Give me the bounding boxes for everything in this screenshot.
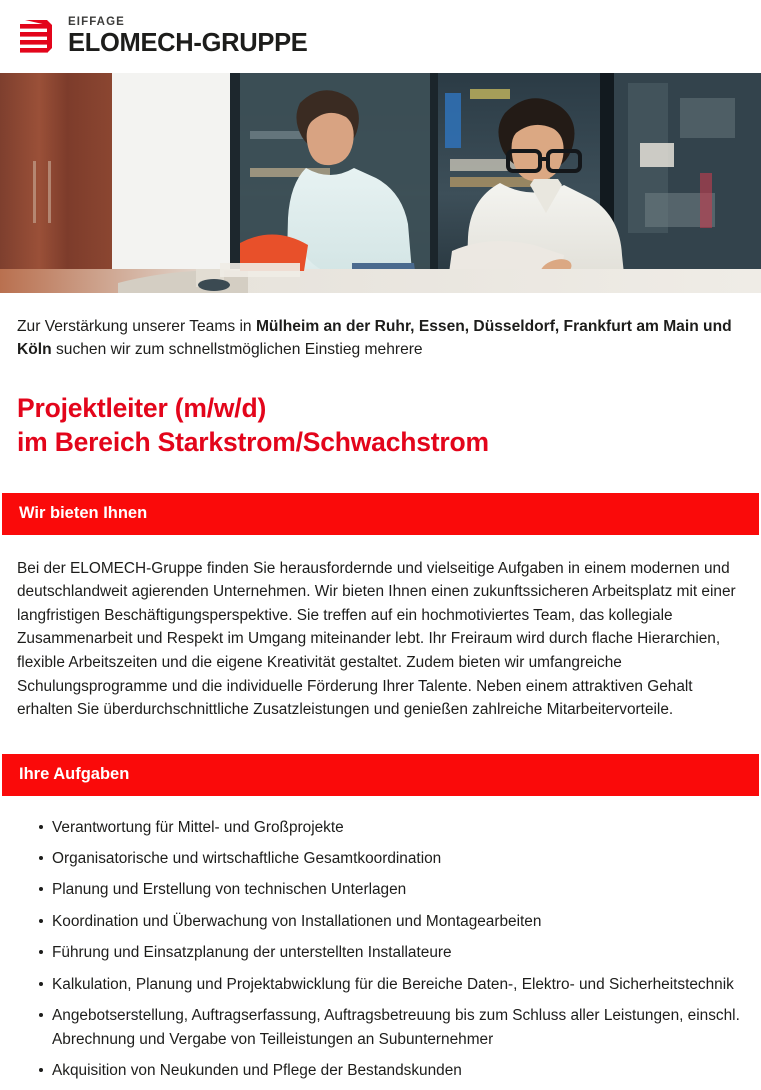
job-title-line1: Projektleiter (m/w/d) (17, 392, 267, 423)
brand-logo[interactable] (17, 17, 307, 57)
intro-paragraph (17, 293, 744, 362)
intro-text-part2: suchen wir zum schnellstmöglichen Einstieg mehrere (51, 340, 423, 358)
list-item: Kalkulation, Planung und Projektabwicklung für die Bereiche Daten-, Elektro- und Sicherheitstechnik (39, 973, 744, 996)
list-item: Planung und Erstellung von technischen Unterlagen (39, 878, 744, 901)
job-title-line2: im Bereich Starkstrom/Schwachstrom (17, 427, 489, 458)
list-item: Akquisition von Neukunden und Pflege der Bestandskunden (39, 1059, 744, 1082)
eiffage-logo-icon (17, 17, 55, 57)
section-tasks (0, 754, 761, 1083)
list-item: Koordination und Überwachung von Installationen und Montagearbeiten (39, 910, 744, 933)
list-item: Angebotserstellung, Auftragserfassung, Auftragsbetreuung bis zum Schluss aller Leistungen, einschl. Abrechnung und Vergabe von Teilleistungen an Subunternehmer (39, 1004, 744, 1051)
hero-image (0, 73, 761, 293)
section-heading-tasks: Ihre Aufgaben (2, 754, 759, 796)
brand-wordmark (68, 17, 307, 57)
section-offer (0, 493, 761, 722)
brand-eiffage-text: EIFFAGE (68, 15, 125, 28)
page-title (17, 391, 744, 460)
brand-company-text: ELOMECH-GRUPPE (68, 29, 308, 57)
intro-section (0, 293, 761, 460)
task-list (17, 816, 744, 1083)
site-header (0, 0, 761, 73)
intro-locations: Mülheim an der Ruhr, Essen, Düsseldorf, Frankfurt am Main und Köln (17, 318, 732, 358)
list-item: Führung und Einsatzplanung der unterstellten Installateure (39, 941, 744, 964)
offer-paragraph: Bei der ELOMECH-Gruppe finden Sie herausfordernde und vielseitige Aufgaben in einem modernen und deutschlandweit agierenden Unternehmen. Wir bieten Ihnen einen zukunftssicheren Arbeitsplatz mit einer langfristigen Beschäftigungsperspektive. Sie treffen auf ein hochmotiviertes Team, das kollegiale Zusammenarbeit und Respekt im Umgang miteinander lebt. Ihr Freiraum wird durch flache Hierarchien, flexible Arbeitszeiten und die eigene Kreativität gestaltet. Zudem bieten wir umfangreiche Schulungsprogramme und die individuelle Förderung Ihrer Talente. Neben einem attraktiven Gehalt erhalten Sie überdurchschnittliche Zusatzleistungen und genießen zahlreiche Mitarbeitervorteile. (17, 559, 736, 719)
section-tasks-body (0, 816, 761, 1083)
list-item: Organisatorische und wirtschaftliche Gesamtkoordination (39, 847, 744, 870)
intro-text-part1: Zur Verstärkung unserer Teams in (17, 318, 256, 335)
list-item: Verantwortung für Mittel- und Großprojekte (39, 816, 744, 839)
section-heading-offer: Wir bieten Ihnen (2, 493, 759, 535)
section-offer-body (0, 557, 761, 722)
